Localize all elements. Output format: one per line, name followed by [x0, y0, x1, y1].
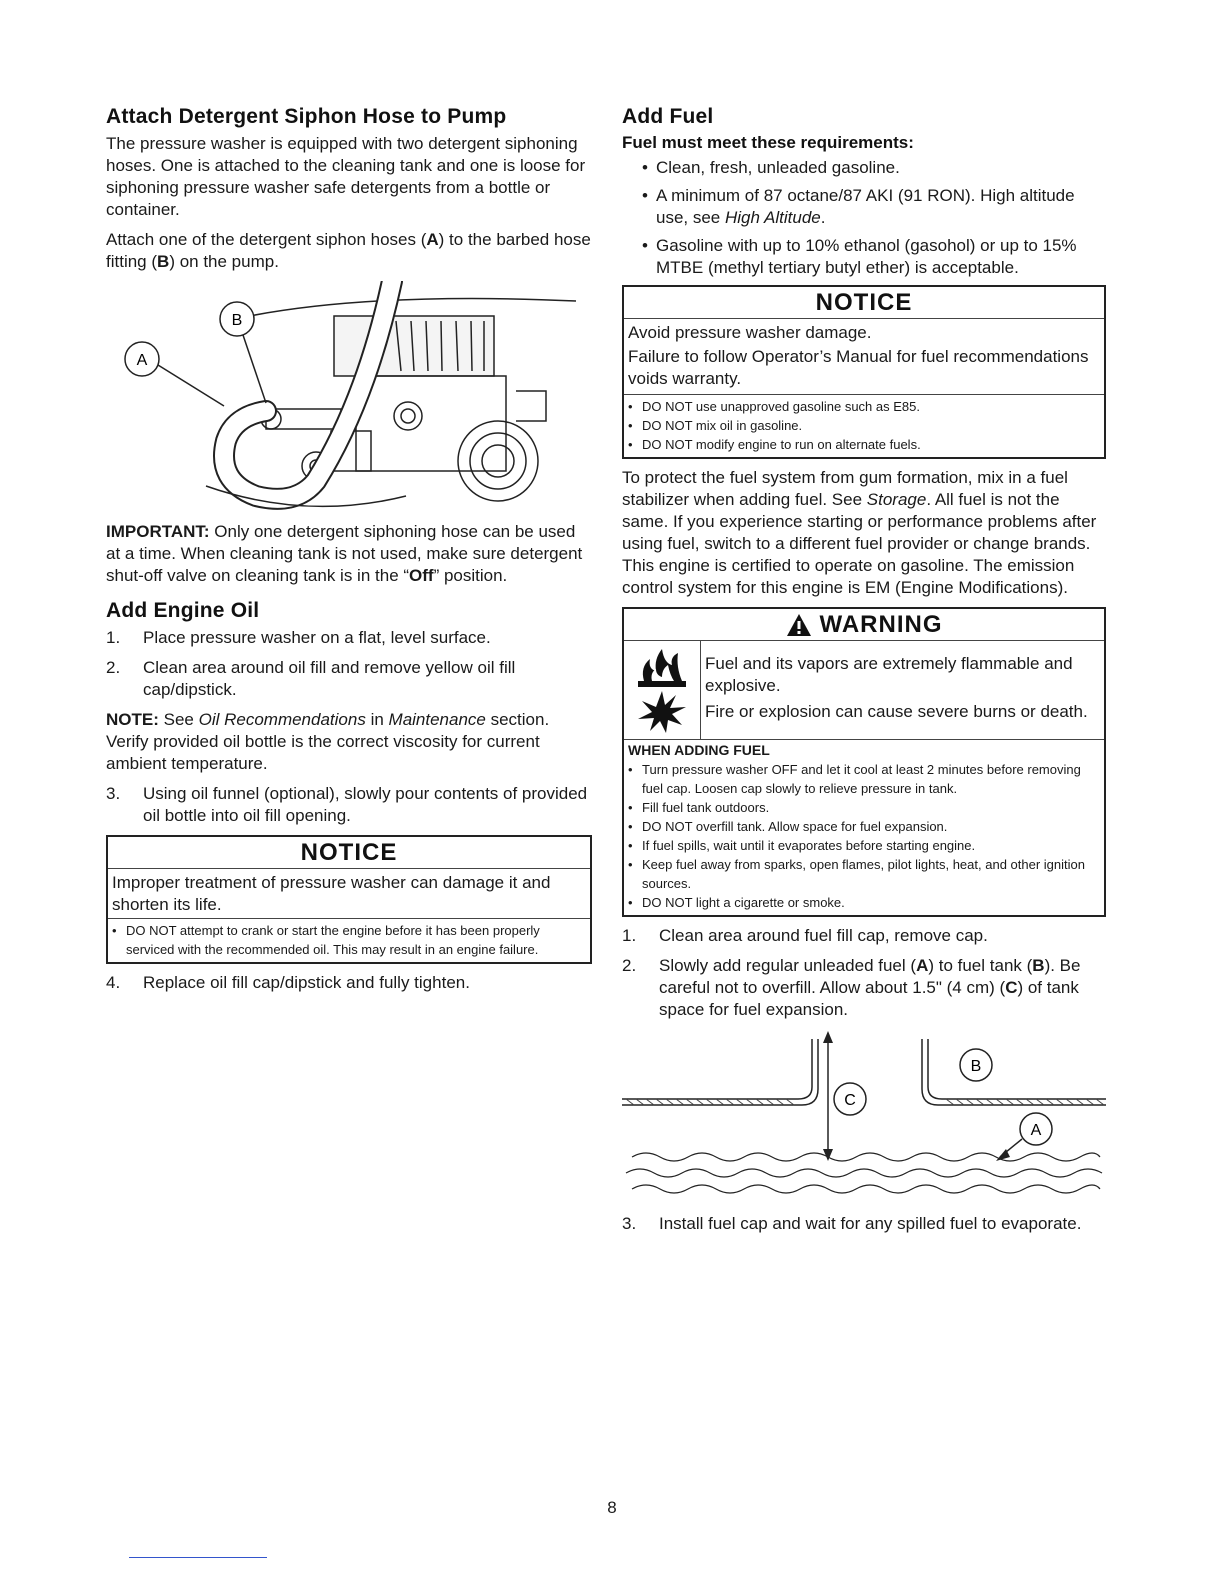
- notice-bullet: • DO NOT attempt to crank or start the engine before it has been properly serviced with the recommended oil. This may result in an engine failure.: [112, 921, 586, 959]
- oil-step-2: 2. Clean area around oil fill and remove yellow oil fill cap/dipstick.: [106, 658, 516, 699]
- warning-bullet: • Fill fuel tank outdoors.: [628, 798, 1100, 817]
- notice-title: NOTICE: [624, 287, 1104, 319]
- warning-bullet: • If fuel spills, wait until it evaporates before starting engine.: [628, 836, 1100, 855]
- notice-bullet: • DO NOT use unapproved gasoline such as E85.: [628, 397, 1100, 416]
- fuel-requirement: • Gasoline with up to 10% ethanol (gasohol) or up to 15% MTBE (methyl tertiary butyl ether) is acceptable.: [642, 235, 1106, 279]
- notice-bullets: [108, 919, 590, 962]
- warning-bullet: • DO NOT light a cigarette or smoke.: [628, 893, 1100, 912]
- fuel-requirement: • A minimum of 87 octane/87 AKI (91 RON). High altitude use, see High Altitude.: [642, 185, 1106, 229]
- oil-step-1: 1. Place pressure washer on a flat, level surface.: [106, 628, 491, 647]
- left-column: [106, 105, 592, 1002]
- oil-note: NOTE: See Oil Recommendations in Maintenance section. Verify provided oil bottle is the correct viscosity for current ambient temperature.: [106, 710, 550, 773]
- warning-title: WARNING: [819, 611, 943, 638]
- fuel-tank-illustration: [622, 1029, 1106, 1209]
- callout-c-label: C: [844, 1092, 856, 1109]
- oil-steps-cont: [106, 783, 592, 827]
- callout-a-label: A: [1030, 1122, 1042, 1139]
- important-paragraph: IMPORTANT: Only one detergent siphoning hose can be used at a time. When cleaning tank is not used, make sure detergent shut-off valve on cleaning tank is in the “Off” position.: [106, 522, 583, 585]
- oil-steps: [106, 627, 592, 701]
- fuel-warning-box: [622, 607, 1106, 917]
- warning-bullets: [624, 758, 1104, 915]
- fuel-step-2: 2. Slowly add regular unleaded fuel (A) to fuel tank (B). Be careful not to overfill. Allow about 1.5" (4 cm) (C) of tank space for fuel expansion.: [622, 956, 1081, 1019]
- oil-steps-final: [106, 972, 592, 994]
- fuel-protect-paragraph: To protect the fuel system from gum formation, mix in a fuel stabilizer when adding fuel. See Storage. All fuel is not the same. If you experience starting or performance problems after using fuel, switch to a different fuel provider or change brands. This engine is certified to operate on gasoline. The emission control system for this engine is EM (Engine Modifications).: [622, 468, 1097, 597]
- explosion-icon: [636, 689, 688, 735]
- warning-subheading: WHEN ADDING FUEL: [628, 742, 770, 758]
- oil-step-4: 4. Replace oil fill cap/dipstick and fully tighten.: [106, 973, 470, 992]
- fuel-step-3: 3. Install fuel cap and wait for any spilled fuel to evaporate.: [622, 1214, 1082, 1233]
- siphon-paragraph: The pressure washer is equipped with two detergent siphoning hoses. One is attached to the cleaning tank and one is loose for siphoning pressure washer safe detergents from a bottle or container.: [106, 134, 586, 219]
- siphon-heading: Attach Detergent Siphon Hose to Pump: [106, 105, 507, 128]
- warning-bullet: • Keep fuel away from sparks, open flames, pilot lights, heat, and other ignition sources.: [628, 855, 1100, 893]
- oil-step-3: 3. Using oil funnel (optional), slowly pour contents of provided oil bottle into oil fill opening.: [106, 784, 588, 825]
- notice-title: NOTICE: [108, 837, 590, 869]
- callout-b-label: B: [970, 1058, 982, 1075]
- page-number: 8: [607, 1498, 617, 1517]
- fuel-notice-box: [622, 285, 1106, 459]
- siphon-attach-paragraph: Attach one of the detergent siphon hoses (A) to the barbed hose fitting (B) on the pump.: [106, 230, 591, 271]
- fuel-steps: [622, 925, 1106, 1021]
- oil-notice-box: [106, 835, 592, 964]
- fuel-requirements-heading: Fuel must meet these requirements:: [622, 133, 914, 152]
- fuel-heading: Add Fuel: [622, 105, 714, 128]
- notice-bullet: • DO NOT modify engine to run on alternate fuels.: [628, 435, 1100, 454]
- callout-a-label: A: [136, 352, 148, 369]
- pump-hose-illustration: [106, 281, 592, 521]
- fuel-requirements-list: [622, 157, 1106, 279]
- warning-triangle-icon: [786, 613, 812, 637]
- fuel-step-1: 1. Clean area around fuel fill cap, remove cap.: [622, 926, 988, 945]
- warning-text: Fuel and its vapors are extremely flammable and explosive.: [705, 654, 1073, 695]
- fuel-steps-final: [622, 1213, 1106, 1235]
- notice-bullet: • DO NOT mix oil in gasoline.: [628, 416, 1100, 435]
- warning-text: Fire or explosion can cause severe burns or death.: [705, 702, 1088, 721]
- callout-b-label: B: [231, 312, 243, 329]
- fuel-requirement: • Clean, fresh, unleaded gasoline.: [642, 157, 1106, 179]
- oil-heading: Add Engine Oil: [106, 599, 260, 622]
- notice-body: Improper treatment of pressure washer can damage it and shorten its life.: [108, 869, 590, 919]
- notice-bullets: [624, 395, 1104, 457]
- notice-body: Avoid pressure washer damage. Failure to follow Operator’s Manual for fuel recommendations voids warranty.: [624, 319, 1104, 395]
- right-column: [622, 105, 1106, 1243]
- fire-icon: [634, 645, 690, 689]
- warning-bullet: • DO NOT overfill tank. Allow space for fuel expansion.: [628, 817, 1100, 836]
- footer-rule: [129, 1557, 267, 1558]
- warning-bullet: • Turn pressure washer OFF and let it cool at least 2 minutes before removing fuel cap. Loosen cap slowly to relieve pressure in tank.: [628, 760, 1100, 798]
